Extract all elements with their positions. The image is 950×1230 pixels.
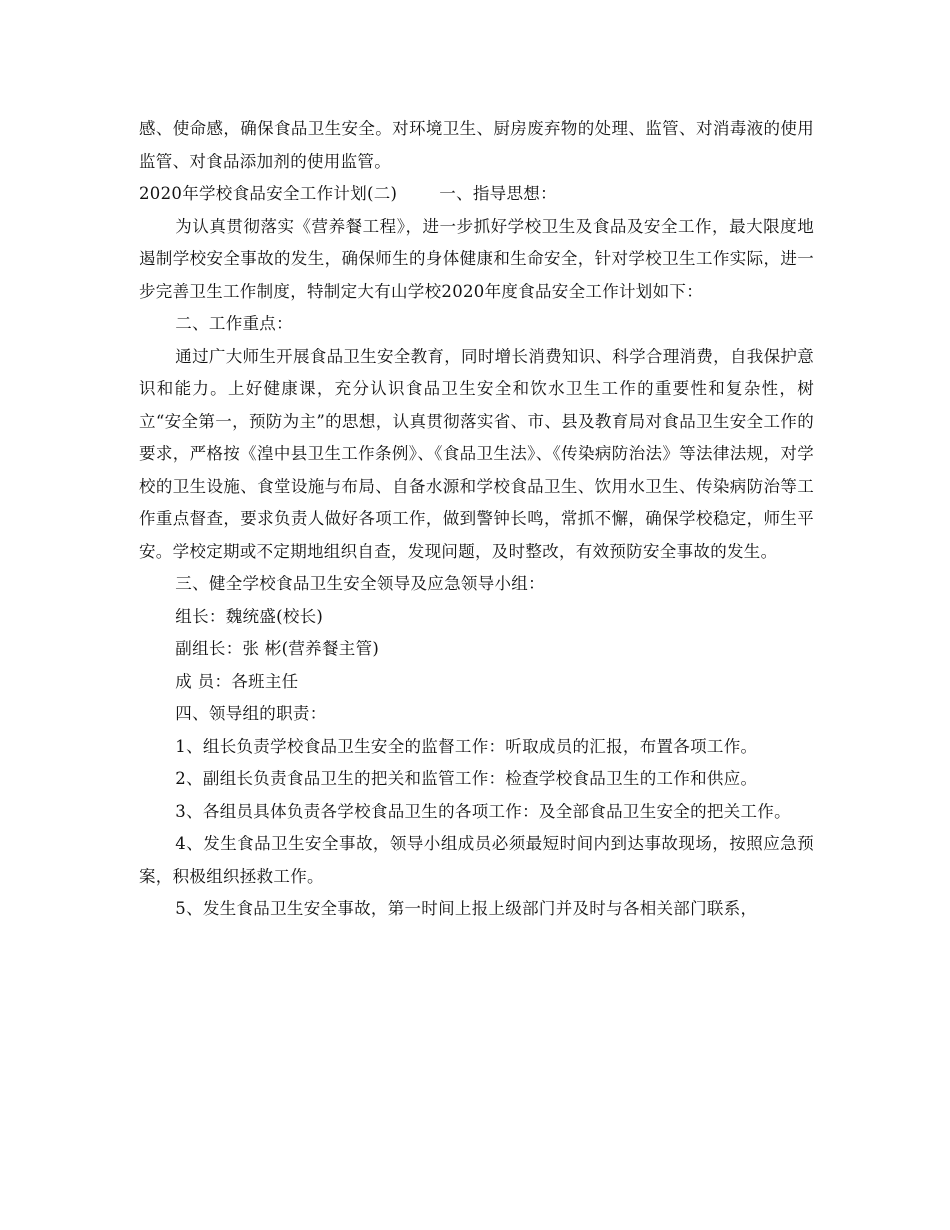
document-subtitle-line xyxy=(139,178,814,211)
document-body xyxy=(139,113,814,926)
deputy-leader-line: 副组长：张 彬(营养餐主管) xyxy=(175,639,380,658)
responsibility-item-4: 4、发生食品卫生安全事故，领导小组成员必须最短时间内到达事故现场，按照应急预案，积极组织拯救工作。 xyxy=(139,834,814,886)
responsibility-item-1: 1、组长负责学校食品卫生安全的监督工作：听取成员的汇报，布置各项工作。 xyxy=(175,736,758,756)
paragraph-guiding-thought: 为认真贯彻落实《营养餐工程》，进一步抓好学校卫生及食品及安全工作，最大限度地遏制学校安全事故的发生，确保师生的身体健康和生命安全，针对学校卫生工作实际，进一步完善卫生工作制度，特制定大有山学校2020年度食品安全工作计划如下： xyxy=(139,216,814,301)
responsibility-item-3: 3、各组员具体负责各学校食品卫生的各项工作：及全部食品卫生安全的把关工作。 xyxy=(175,801,791,821)
section-heading-work-focus: 二、工作重点： xyxy=(175,314,293,333)
paragraph-continued-text: 感、使命感，确保食品卫生安全。对环境卫生、厨房废弃物的处理、监管、对消毒液的使用监管、对食品添加剂的使用监管。 xyxy=(139,119,814,171)
section-heading-guiding-thought: 一、指导思想： xyxy=(439,184,557,203)
plan-title: 2020年学校食品安全工作计划(二) xyxy=(139,184,398,203)
responsibility-item-2: 2、副组长负责食品卫生的把关和监管工作：检查学校食品卫生的工作和供应。 xyxy=(175,769,758,788)
section-heading-responsibilities: 四、领导组的职责： xyxy=(175,704,327,723)
section-heading-leadership-group: 三、健全学校食品卫生安全领导及应急领导小组： xyxy=(175,574,545,593)
group-leader-line: 组长：魏统盛(校长) xyxy=(175,606,324,626)
responsibility-item-5: 5、发生食品卫生安全事故，第一时间上报上级部门并及时与各相关部门联系， xyxy=(175,899,758,918)
paragraph-work-focus: 通过广大师生开展食品卫生安全教育，同时增长消费知识、科学合理消费，自我保护意识和能力。上好健康课，充分认识食品卫生安全和饮水卫生工作的重要性和复杂性，树立“安全第一，预防为主”的思想，认真贯彻落实省、市、县及教育局对食品卫生安全工作的要求，严格按《湟中县卫生工作条例》、《食品卫生法》、《传染病防治法》等法律法规，对学校的卫生设施、食堂设施与布局、自备水源和学校食品卫生、饮用水卫生、传染病防治等工作重点督查，要求负责人做好各项工作，做到警钟长鸣，常抓不懈，确保学校稳定，师生平安。学校定期或不定期地组织自查，发现问题，及时整改，有效预防安全事故的发生。 xyxy=(139,346,814,561)
members-line: 成 员：各班主任 xyxy=(175,671,299,691)
